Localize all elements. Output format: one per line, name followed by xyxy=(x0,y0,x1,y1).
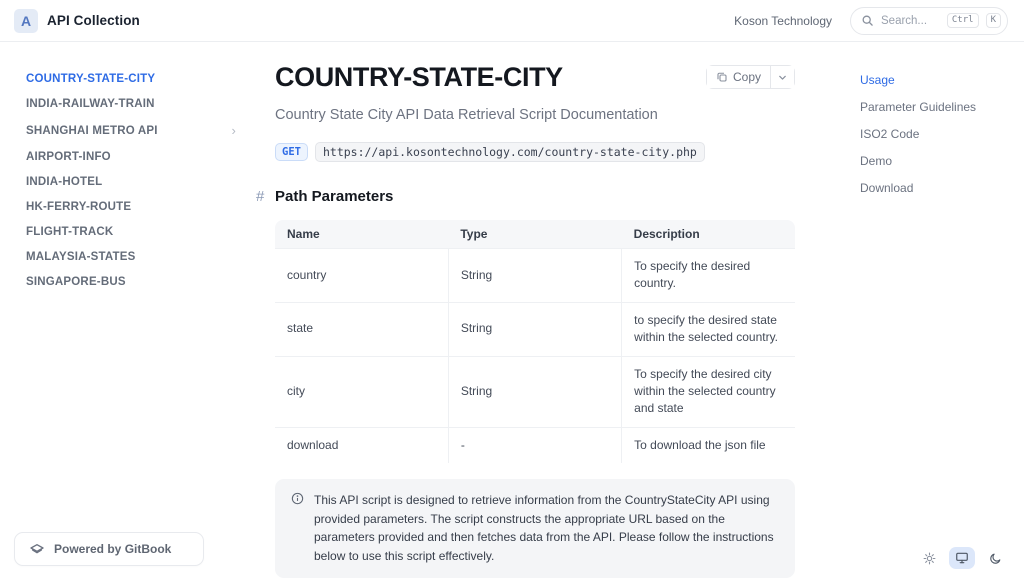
table-row xyxy=(275,427,795,463)
section-heading-path-parameters xyxy=(256,188,795,205)
page-subtitle: Country State City API Data Retrieval Script Documentation xyxy=(275,107,658,123)
chevron-right-icon[interactable]: › xyxy=(231,123,236,138)
callout-text: This API script is designed to retrieve information from the CountryStateCity API using provided parameters. The script constructs the appropriate URL based on the parameters provided and then fetches data from the API. Please follow the instructions below to use this script effectively. xyxy=(314,493,774,563)
sidebar-item-label: SHANGHAI METRO API xyxy=(26,124,158,137)
sidebar-item-singapore-bus[interactable] xyxy=(20,271,242,293)
sidebar-item-india-hotel[interactable] xyxy=(20,171,242,193)
sidebar-item-label: SINGAPORE-BUS xyxy=(26,276,126,288)
toc-item-iso2-code[interactable]: ISO2 Code xyxy=(860,126,920,141)
table-column-header-description: Description xyxy=(622,220,795,249)
sidebar-item-label: HK-FERRY-ROUTE xyxy=(26,201,132,213)
chevron-down-icon xyxy=(777,72,788,83)
copy-button-label: Copy xyxy=(732,70,761,84)
sidebar-item-label: AIRPORT-INFO xyxy=(26,151,111,163)
sidebar-item-malaysia-states[interactable] xyxy=(20,246,242,268)
table-cell: String xyxy=(448,356,621,427)
toc-item-parameter-guidelines[interactable]: Parameter Guidelines xyxy=(860,99,977,114)
search-input[interactable] xyxy=(850,7,1008,35)
endpoint-url[interactable]: https://api.kosontechnology.com/country-state-city.php xyxy=(315,142,705,162)
sidebar-item-shanghai-metro-api[interactable] xyxy=(20,118,242,143)
header xyxy=(0,0,1024,42)
table-cell: String xyxy=(448,249,621,303)
sidebar-item-label: COUNTRY-STATE-CITY xyxy=(26,73,156,85)
org-link[interactable]: Koson Technology xyxy=(734,13,832,28)
table-column-header-name: Name xyxy=(275,220,448,249)
table-cell: state xyxy=(275,302,448,356)
toc-item-demo[interactable]: Demo xyxy=(860,153,893,168)
shortcut-key-k: K xyxy=(986,13,1001,29)
sidebar-nav xyxy=(0,42,256,465)
table-cell: String xyxy=(448,302,621,356)
table-cell: download xyxy=(275,427,448,463)
theme-switcher xyxy=(916,547,1008,569)
theme-system-button[interactable] xyxy=(949,547,975,569)
table-row xyxy=(275,302,795,356)
heading-anchor-icon[interactable]: # xyxy=(256,188,265,205)
table-cell: - xyxy=(448,427,621,463)
sidebar-item-label: INDIA-RAILWAY-TRAIN xyxy=(26,98,155,110)
powered-by-gitbook-button[interactable] xyxy=(14,532,204,566)
copy-button[interactable] xyxy=(707,66,770,88)
http-method-badge: GET xyxy=(275,143,308,161)
theme-light-button[interactable] xyxy=(916,547,942,569)
table-cell: country xyxy=(275,249,448,303)
sidebar-item-label: FLIGHT-TRACK xyxy=(26,226,114,238)
endpoint-row xyxy=(275,142,795,162)
powered-by-label: Powered by GitBook xyxy=(54,542,172,556)
sidebar-item-label: INDIA-HOTEL xyxy=(26,176,103,188)
table-body xyxy=(275,249,795,464)
copy-dropdown-button[interactable] xyxy=(770,66,794,88)
sidebar-item-india-railway-train[interactable] xyxy=(20,93,242,115)
sidebar-item-country-state-city[interactable] xyxy=(20,68,242,90)
sidebar-item-airport-info[interactable] xyxy=(20,146,242,168)
info-icon xyxy=(291,492,304,505)
sidebar-item-flight-track[interactable] xyxy=(20,221,242,243)
main-content xyxy=(256,42,840,563)
table-cell: city xyxy=(275,356,448,427)
page-title: COUNTRY-STATE-CITY xyxy=(275,62,563,92)
sun-icon xyxy=(923,552,936,565)
table-column-header-type: Type xyxy=(448,220,621,249)
search-placeholder: Search... xyxy=(881,14,928,27)
site-logo: A xyxy=(14,9,38,33)
gitbook-logo-icon xyxy=(29,542,45,556)
table-cell: To specify the desired country. xyxy=(622,249,795,303)
table-row xyxy=(275,356,795,427)
moon-icon xyxy=(989,552,1002,565)
section-heading-label: Path Parameters xyxy=(275,188,394,205)
site-title: API Collection xyxy=(47,13,140,28)
table-cell: To download the json file xyxy=(622,427,795,463)
search-icon xyxy=(861,14,874,27)
toc-item-usage[interactable]: Usage xyxy=(860,72,895,87)
shortcut-key-ctrl: Ctrl xyxy=(947,13,979,29)
toc-nav xyxy=(840,42,1024,465)
table-cell: To specify the desired city within the selected country and state xyxy=(622,356,795,427)
table-cell: to specify the desired state within the selected country. xyxy=(622,302,795,356)
info-callout xyxy=(275,479,795,577)
sidebar-item-hk-ferry-route[interactable] xyxy=(20,196,242,218)
sidebar-item-label: MALAYSIA-STATES xyxy=(26,251,136,263)
copy-icon xyxy=(716,71,728,83)
table-row xyxy=(275,249,795,303)
copy-split-button xyxy=(706,65,795,89)
monitor-icon xyxy=(955,551,969,565)
table-header-row xyxy=(275,220,795,249)
path-parameters-table xyxy=(275,220,795,463)
theme-dark-button[interactable] xyxy=(982,547,1008,569)
toc-item-download[interactable]: Download xyxy=(860,180,914,195)
header-brand[interactable] xyxy=(14,9,140,33)
